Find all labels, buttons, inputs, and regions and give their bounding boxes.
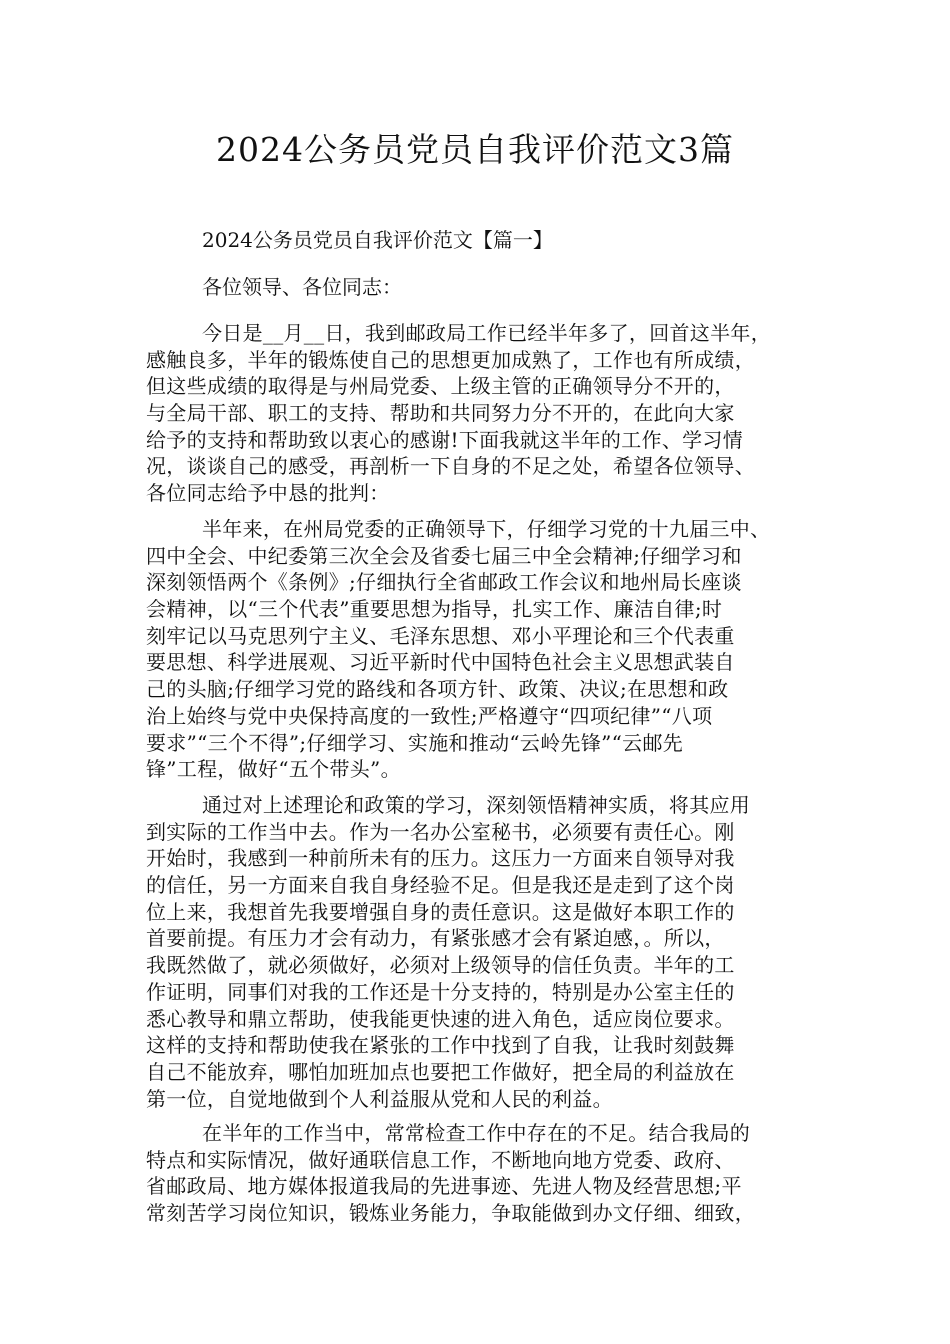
- paragraph-line: 感触良多，半年的锻炼使自己的思想更加成熟了，工作也有所成绩，: [146, 347, 755, 372]
- paragraph-line: 通过对上述理论和政策的学习，深刻领悟精神实质，将其应用: [202, 793, 751, 817]
- paragraph-line: 这样的支持和帮助使我在紧张的工作中找到了自我，让我时刻鼓舞: [146, 1033, 735, 1058]
- paragraph-line: 各位同志给予中恳的批判：: [146, 481, 390, 506]
- paragraph-line: 与全局干部、职工的支持、帮助和共同努力分不开的，在此向大家: [146, 401, 735, 426]
- paragraph-line: 会精神，以“三个代表”重要思想为指导，扎实工作、廉洁自律;时: [146, 597, 723, 622]
- paragraph-line: 要求”“三个不得”;仔细学习、实施和推动“云岭先锋”“云邮先: [146, 730, 684, 755]
- paragraph-line: 第一位，自觉地做到个人利益服从党和人民的利益。: [146, 1086, 613, 1111]
- paragraph-line: 深刻领悟两个《条例》;仔细执行全省邮政工作会议和地州局长座谈: [146, 570, 742, 595]
- paragraph-line: 锋”工程，做好“五个带头”。: [146, 757, 401, 782]
- paragraph-line: 我既然做了，就必须做好，必须对上级领导的信任负责。半年的工: [146, 953, 735, 978]
- paragraph-line: 作证明，同事们对我的工作还是十分支持的，特别是办公室主任的: [146, 979, 735, 1004]
- paragraph-line: 悉心教导和鼎立帮助，使我能更快速的进入角色，适应岗位要求。: [146, 1006, 735, 1031]
- paragraph-line: 特点和实际情况，做好通联信息工作，不断地向地方党委、政府、: [146, 1147, 735, 1172]
- paragraph-3: [146, 792, 826, 1112]
- paragraph-line: 但这些成绩的取得是与州局党委、上级主管的正确领导分不开的，: [146, 374, 735, 399]
- paragraph-line: 半年来，在州局党委的正确领导下，仔细学习党的十九届三中、: [202, 517, 771, 541]
- paragraph-line: 在半年的工作当中，常常检查工作中存在的不足。结合我局的: [202, 1121, 751, 1145]
- paragraph-line: 到实际的工作当中去。作为一名办公室秘书，必须要有责任心。刚: [146, 819, 735, 844]
- paragraph-line: 的信任，另一方面来自我自身经验不足。但是我还是走到了这个岗: [146, 873, 735, 898]
- salutation: 各位领导、各位同志：: [202, 275, 402, 299]
- paragraph-line: 开始时，我感到一种前所未有的压力。这压力一方面来自领导对我: [146, 846, 735, 871]
- paragraph-line: 况，谈谈自己的感受，再剖析一下自身的不足之处，希望各位领导、: [146, 454, 755, 479]
- section-heading: 2024公务员党员自我评价范文【篇一】: [202, 228, 553, 252]
- paragraph-line: 自己不能放弃，哪怕加班加点也要把工作做好，把全局的利益放在: [146, 1059, 735, 1084]
- paragraph-line: 刻牢记以马克思列宁主义、毛泽东思想、邓小平理论和三个代表重: [146, 623, 735, 648]
- paragraph-2: [146, 516, 826, 783]
- paragraph-line: 治上始终与党中央保持高度的一致性;严格遵守“四项纪律”“八项: [146, 703, 713, 728]
- paragraph-line: 四中全会、中纪委第三次全会及省委七届三中全会精神;仔细学习和: [146, 543, 742, 568]
- paragraph-line: 位上来，我想首先我要增强自身的责任意识。这是做好本职工作的: [146, 899, 735, 924]
- paragraph-1: [146, 320, 826, 507]
- paragraph-line: 己的头脑;仔细学习党的路线和各项方针、政策、决议;在思想和政: [146, 677, 729, 702]
- paragraph-line: 给予的支持和帮助致以衷心的感谢!下面我就这半年的工作、学习情: [146, 427, 744, 452]
- document-title: 2024公务员党员自我评价范文3篇: [216, 130, 734, 169]
- paragraph-line: 省邮政局、地方媒体报道我局的先进事迹、先进人物及经营思想;平: [146, 1174, 742, 1199]
- paragraph-line: 要思想、科学进展观、习近平新时代中国特色社会主义思想武装自: [146, 650, 735, 675]
- paragraph-line: 常刻苦学习岗位知识，锻炼业务能力，争取能做到办文仔细、细致，: [146, 1201, 755, 1226]
- paragraph-line: 首要前提。有压力才会有动力，有紧张感才会有紧迫感，。所以，: [146, 926, 725, 951]
- paragraph-line: 今日是__月__日，我到邮政局工作已经半年多了，回首这半年，: [202, 321, 771, 345]
- paragraph-4: [146, 1120, 826, 1227]
